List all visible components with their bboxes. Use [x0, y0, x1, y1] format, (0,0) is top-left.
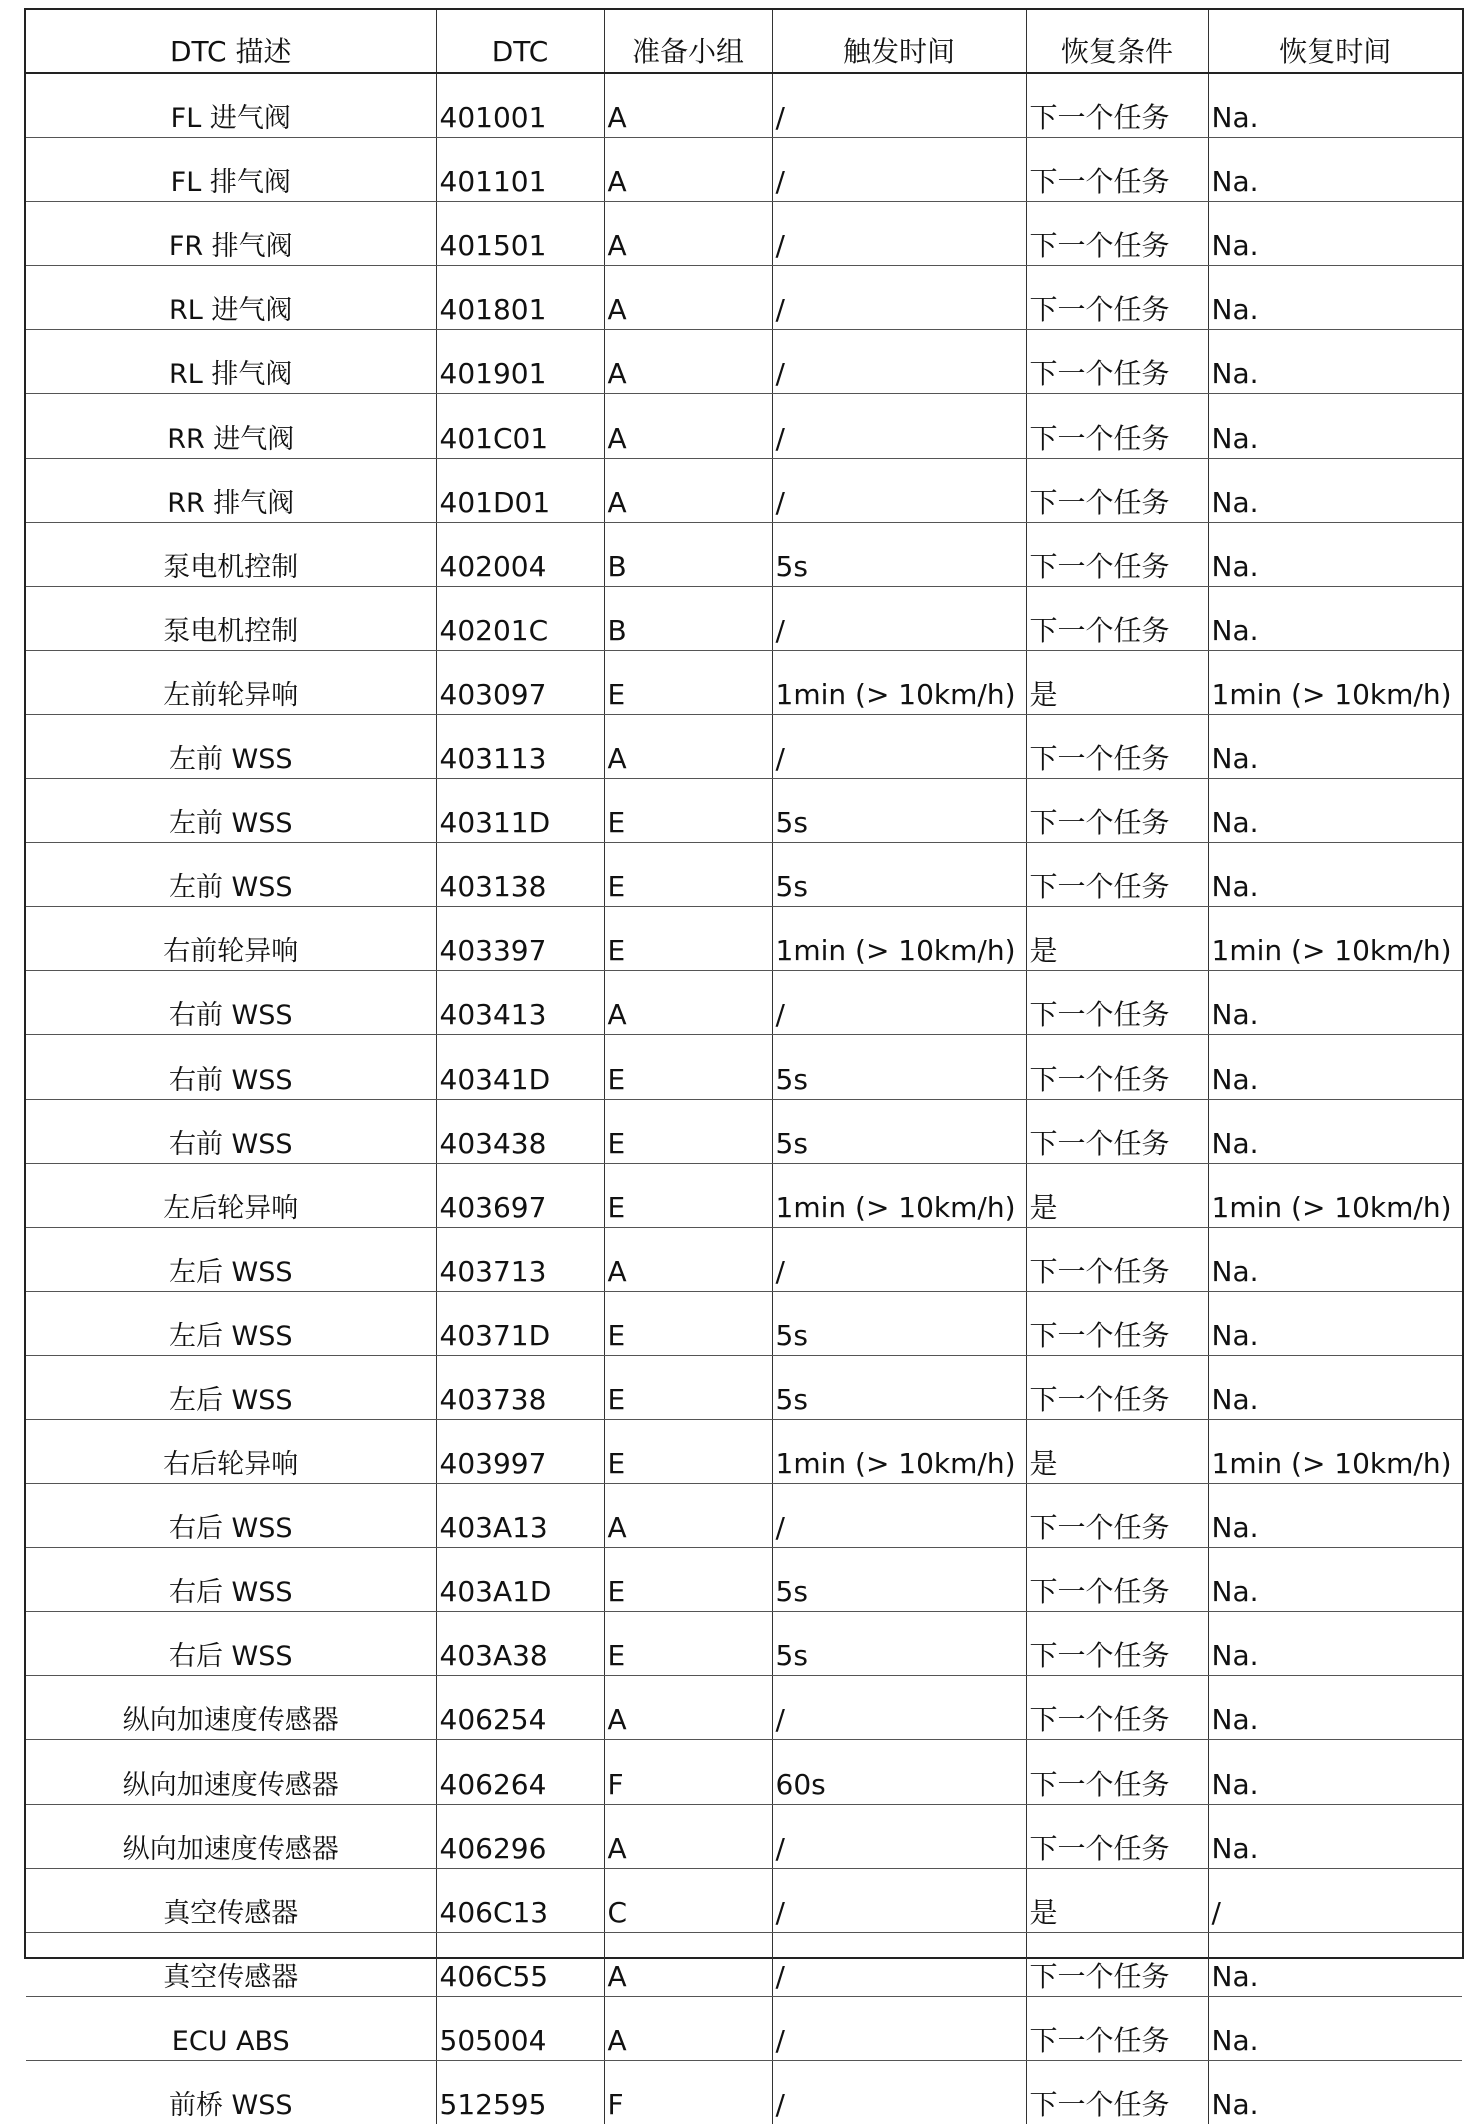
table-row — [26, 1291, 1462, 1355]
cell-recovery-condition: 是 — [1026, 907, 1208, 971]
cell-recovery-time: Na. — [1208, 394, 1462, 458]
cell-recovery-time: Na. — [1208, 1676, 1462, 1740]
cell-dtc-description: 左后轮异响 — [26, 1163, 436, 1227]
cell-dtc-code: 40311D — [436, 779, 604, 843]
header-dtc-description: DTC 描述 — [26, 10, 436, 73]
cell-trigger-time: / — [772, 73, 1026, 138]
table-row — [26, 330, 1462, 394]
cell-trigger-time: 1min (> 10km/h) — [772, 650, 1026, 714]
cell-dtc-code: 403138 — [436, 843, 604, 907]
cell-dtc-code: 406C13 — [436, 1868, 604, 1932]
cell-readiness-group: A — [604, 1676, 772, 1740]
cell-dtc-description: 左后 WSS — [26, 1227, 436, 1291]
cell-trigger-time: 1min (> 10km/h) — [772, 907, 1026, 971]
cell-recovery-condition: 下一个任务 — [1026, 73, 1208, 138]
cell-recovery-time: Na. — [1208, 1484, 1462, 1548]
cell-readiness-group: E — [604, 650, 772, 714]
cell-dtc-description: 右前 WSS — [26, 1099, 436, 1163]
cell-recovery-condition: 下一个任务 — [1026, 1612, 1208, 1676]
cell-recovery-condition: 下一个任务 — [1026, 1035, 1208, 1099]
cell-dtc-description: 右后轮异响 — [26, 1419, 436, 1483]
header-trigger-time: 触发时间 — [772, 10, 1026, 73]
cell-trigger-time: / — [772, 330, 1026, 394]
cell-dtc-description: 真空传感器 — [26, 1932, 436, 1996]
cell-trigger-time: 5s — [772, 1548, 1026, 1612]
cell-dtc-code: 40371D — [436, 1291, 604, 1355]
cell-dtc-code: 406C55 — [436, 1932, 604, 1996]
cell-dtc-code: 403738 — [436, 1355, 604, 1419]
cell-dtc-description: 纵向加速度传感器 — [26, 1676, 436, 1740]
cell-trigger-time: / — [772, 138, 1026, 202]
cell-recovery-condition: 下一个任务 — [1026, 1804, 1208, 1868]
cell-recovery-time: Na. — [1208, 714, 1462, 778]
cell-recovery-condition: 下一个任务 — [1026, 1099, 1208, 1163]
table-row — [26, 394, 1462, 458]
cell-dtc-description: 右后 WSS — [26, 1484, 436, 1548]
cell-trigger-time: / — [772, 1484, 1026, 1548]
cell-dtc-description: ECU ABS — [26, 1996, 436, 2060]
cell-trigger-time: / — [772, 971, 1026, 1035]
cell-readiness-group: E — [604, 907, 772, 971]
table-row — [26, 1355, 1462, 1419]
cell-dtc-description: 右前轮异响 — [26, 907, 436, 971]
cell-dtc-code: 403113 — [436, 714, 604, 778]
cell-recovery-condition: 是 — [1026, 650, 1208, 714]
cell-dtc-code: 403997 — [436, 1419, 604, 1483]
cell-readiness-group: E — [604, 779, 772, 843]
cell-recovery-condition: 下一个任务 — [1026, 714, 1208, 778]
cell-dtc-code: 406296 — [436, 1804, 604, 1868]
table-row — [26, 714, 1462, 778]
cell-dtc-code: 403097 — [436, 650, 604, 714]
cell-recovery-time: Na. — [1208, 971, 1462, 1035]
table-row — [26, 1419, 1462, 1483]
cell-readiness-group: B — [604, 522, 772, 586]
cell-recovery-condition: 下一个任务 — [1026, 1227, 1208, 1291]
cell-trigger-time: 5s — [772, 1612, 1026, 1676]
cell-readiness-group: A — [604, 1484, 772, 1548]
cell-recovery-time: Na. — [1208, 1996, 1462, 2060]
cell-recovery-condition: 下一个任务 — [1026, 971, 1208, 1035]
cell-recovery-condition: 下一个任务 — [1026, 1548, 1208, 1612]
cell-dtc-code: 401801 — [436, 266, 604, 330]
cell-readiness-group: E — [604, 1548, 772, 1612]
cell-recovery-time: Na. — [1208, 1355, 1462, 1419]
cell-dtc-code: 403397 — [436, 907, 604, 971]
cell-trigger-time: / — [772, 2060, 1026, 2124]
cell-dtc-code: 401101 — [436, 138, 604, 202]
cell-dtc-description: RR 进气阀 — [26, 394, 436, 458]
cell-recovery-condition: 是 — [1026, 1868, 1208, 1932]
cell-recovery-condition: 下一个任务 — [1026, 1996, 1208, 2060]
table-row — [26, 1163, 1462, 1227]
table-row — [26, 522, 1462, 586]
cell-recovery-condition: 下一个任务 — [1026, 266, 1208, 330]
cell-trigger-time: / — [772, 1932, 1026, 1996]
table-row — [26, 779, 1462, 843]
cell-recovery-time: Na. — [1208, 73, 1462, 138]
cell-dtc-code: 401501 — [436, 202, 604, 266]
cell-dtc-code: 402004 — [436, 522, 604, 586]
cell-recovery-condition: 下一个任务 — [1026, 1355, 1208, 1419]
table-row — [26, 1868, 1462, 1932]
cell-recovery-time: / — [1208, 1868, 1462, 1932]
cell-readiness-group: A — [604, 714, 772, 778]
table-row — [26, 1804, 1462, 1868]
cell-readiness-group: E — [604, 1612, 772, 1676]
cell-recovery-time: Na. — [1208, 138, 1462, 202]
table-row — [26, 1548, 1462, 1612]
cell-recovery-time: Na. — [1208, 1099, 1462, 1163]
cell-dtc-description: FL 排气阀 — [26, 138, 436, 202]
cell-recovery-time: Na. — [1208, 843, 1462, 907]
cell-readiness-group: A — [604, 458, 772, 522]
table-row — [26, 843, 1462, 907]
cell-readiness-group: A — [604, 394, 772, 458]
cell-recovery-time: Na. — [1208, 1932, 1462, 1996]
cell-trigger-time: 5s — [772, 1291, 1026, 1355]
cell-recovery-time: Na. — [1208, 1291, 1462, 1355]
cell-dtc-description: 纵向加速度传感器 — [26, 1804, 436, 1868]
cell-dtc-code: 406264 — [436, 1740, 604, 1804]
cell-trigger-time: / — [772, 714, 1026, 778]
header-dtc: DTC — [436, 10, 604, 73]
cell-dtc-description: 前桥 WSS — [26, 2060, 436, 2124]
cell-dtc-code: 406254 — [436, 1676, 604, 1740]
cell-trigger-time: 5s — [772, 522, 1026, 586]
cell-trigger-time: 5s — [772, 843, 1026, 907]
cell-readiness-group: E — [604, 1291, 772, 1355]
cell-recovery-condition: 下一个任务 — [1026, 779, 1208, 843]
table-row — [26, 73, 1462, 138]
cell-trigger-time: 5s — [772, 779, 1026, 843]
cell-dtc-code: 403A13 — [436, 1484, 604, 1548]
cell-recovery-time: 1min (> 10km/h) — [1208, 1163, 1462, 1227]
cell-dtc-code: 505004 — [436, 1996, 604, 2060]
cell-dtc-description: FR 排气阀 — [26, 202, 436, 266]
cell-dtc-description: 真空传感器 — [26, 1868, 436, 1932]
cell-dtc-code: 403713 — [436, 1227, 604, 1291]
cell-readiness-group: A — [604, 1227, 772, 1291]
cell-readiness-group: E — [604, 843, 772, 907]
cell-trigger-time: / — [772, 458, 1026, 522]
cell-recovery-time: Na. — [1208, 1740, 1462, 1804]
table-row — [26, 266, 1462, 330]
table-row — [26, 586, 1462, 650]
table-row — [26, 1740, 1462, 1804]
table-row — [26, 138, 1462, 202]
cell-recovery-condition: 是 — [1026, 1163, 1208, 1227]
cell-dtc-description: 左后 WSS — [26, 1355, 436, 1419]
cell-dtc-code: 403697 — [436, 1163, 604, 1227]
cell-trigger-time: / — [772, 1227, 1026, 1291]
table-row — [26, 2060, 1462, 2124]
table-row — [26, 1996, 1462, 2060]
cell-dtc-code: 512595 — [436, 2060, 604, 2124]
cell-recovery-condition: 下一个任务 — [1026, 330, 1208, 394]
cell-trigger-time: / — [772, 1676, 1026, 1740]
cell-dtc-code: 403A1D — [436, 1548, 604, 1612]
cell-recovery-condition: 下一个任务 — [1026, 2060, 1208, 2124]
cell-trigger-time: / — [772, 1868, 1026, 1932]
cell-recovery-time: 1min (> 10km/h) — [1208, 1419, 1462, 1483]
cell-readiness-group: E — [604, 1099, 772, 1163]
cell-dtc-description: 左前轮异响 — [26, 650, 436, 714]
cell-recovery-condition: 下一个任务 — [1026, 522, 1208, 586]
cell-dtc-code: 403438 — [436, 1099, 604, 1163]
cell-dtc-description: 右前 WSS — [26, 971, 436, 1035]
cell-recovery-time: Na. — [1208, 1804, 1462, 1868]
cell-dtc-code: 401C01 — [436, 394, 604, 458]
cell-dtc-description: 右后 WSS — [26, 1548, 436, 1612]
cell-dtc-description: 泵电机控制 — [26, 522, 436, 586]
cell-dtc-code: 401D01 — [436, 458, 604, 522]
table-header-row — [26, 10, 1462, 73]
cell-trigger-time: / — [772, 586, 1026, 650]
cell-recovery-condition: 下一个任务 — [1026, 458, 1208, 522]
cell-recovery-time: Na. — [1208, 1035, 1462, 1099]
cell-readiness-group: A — [604, 330, 772, 394]
cell-dtc-description: 纵向加速度传感器 — [26, 1740, 436, 1804]
cell-trigger-time: / — [772, 202, 1026, 266]
cell-recovery-condition: 下一个任务 — [1026, 1932, 1208, 1996]
cell-dtc-description: RL 排气阀 — [26, 330, 436, 394]
cell-dtc-description: 左前 WSS — [26, 779, 436, 843]
dtc-table-page — [24, 8, 1464, 2121]
cell-readiness-group: A — [604, 1996, 772, 2060]
cell-recovery-condition: 下一个任务 — [1026, 1740, 1208, 1804]
cell-recovery-condition: 下一个任务 — [1026, 394, 1208, 458]
cell-readiness-group: A — [604, 1932, 772, 1996]
table-body — [26, 73, 1462, 2124]
table-row — [26, 907, 1462, 971]
cell-dtc-description: 左前 WSS — [26, 714, 436, 778]
cell-trigger-time: 5s — [772, 1355, 1026, 1419]
cell-recovery-condition: 下一个任务 — [1026, 138, 1208, 202]
cell-dtc-description: RR 排气阀 — [26, 458, 436, 522]
cell-trigger-time: / — [772, 394, 1026, 458]
cell-recovery-time: Na. — [1208, 1548, 1462, 1612]
cell-readiness-group: E — [604, 1419, 772, 1483]
cell-dtc-code: 40341D — [436, 1035, 604, 1099]
cell-trigger-time: / — [772, 266, 1026, 330]
table-row — [26, 202, 1462, 266]
cell-dtc-description: 右前 WSS — [26, 1035, 436, 1099]
cell-readiness-group: A — [604, 138, 772, 202]
cell-readiness-group: A — [604, 1804, 772, 1868]
cell-trigger-time: 5s — [772, 1099, 1026, 1163]
cell-dtc-code: 401001 — [436, 73, 604, 138]
cell-readiness-group: C — [604, 1868, 772, 1932]
cell-dtc-description: FL 进气阀 — [26, 73, 436, 138]
table-row — [26, 1484, 1462, 1548]
table-row — [26, 1099, 1462, 1163]
cell-readiness-group: B — [604, 586, 772, 650]
cell-dtc-description: 左前 WSS — [26, 843, 436, 907]
cell-recovery-time: Na. — [1208, 266, 1462, 330]
cell-readiness-group: E — [604, 1035, 772, 1099]
table-row — [26, 1612, 1462, 1676]
cell-dtc-description: 泵电机控制 — [26, 586, 436, 650]
cell-recovery-condition: 下一个任务 — [1026, 586, 1208, 650]
cell-dtc-description: 左后 WSS — [26, 1291, 436, 1355]
cell-readiness-group: A — [604, 73, 772, 138]
header-recovery-time: 恢复时间 — [1208, 10, 1462, 73]
cell-readiness-group: A — [604, 202, 772, 266]
table-row — [26, 1227, 1462, 1291]
cell-dtc-code: 401901 — [436, 330, 604, 394]
cell-recovery-time: Na. — [1208, 330, 1462, 394]
table-row — [26, 458, 1462, 522]
cell-dtc-description: RL 进气阀 — [26, 266, 436, 330]
header-readiness-group: 准备小组 — [604, 10, 772, 73]
cell-trigger-time: / — [772, 1804, 1026, 1868]
dtc-table — [26, 10, 1462, 2124]
cell-recovery-time: Na. — [1208, 586, 1462, 650]
cell-recovery-time: Na. — [1208, 458, 1462, 522]
table-row — [26, 971, 1462, 1035]
cell-readiness-group: A — [604, 266, 772, 330]
cell-trigger-time: 60s — [772, 1740, 1026, 1804]
cell-dtc-code: 403A38 — [436, 1612, 604, 1676]
cell-readiness-group: E — [604, 1355, 772, 1419]
header-recovery-condition: 恢复条件 — [1026, 10, 1208, 73]
cell-recovery-time: Na. — [1208, 202, 1462, 266]
cell-readiness-group: E — [604, 1163, 772, 1227]
cell-trigger-time: 1min (> 10km/h) — [772, 1163, 1026, 1227]
cell-trigger-time: 5s — [772, 1035, 1026, 1099]
cell-recovery-condition: 下一个任务 — [1026, 843, 1208, 907]
cell-dtc-code: 403413 — [436, 971, 604, 1035]
cell-readiness-group: A — [604, 971, 772, 1035]
cell-readiness-group: F — [604, 2060, 772, 2124]
cell-trigger-time: / — [772, 1996, 1026, 2060]
cell-recovery-time: Na. — [1208, 1227, 1462, 1291]
cell-recovery-condition: 是 — [1026, 1419, 1208, 1483]
cell-recovery-condition: 下一个任务 — [1026, 1291, 1208, 1355]
cell-recovery-time: Na. — [1208, 522, 1462, 586]
cell-recovery-time: 1min (> 10km/h) — [1208, 650, 1462, 714]
cell-recovery-condition: 下一个任务 — [1026, 1484, 1208, 1548]
cell-recovery-condition: 下一个任务 — [1026, 1676, 1208, 1740]
cell-dtc-description: 右后 WSS — [26, 1612, 436, 1676]
cell-recovery-condition: 下一个任务 — [1026, 202, 1208, 266]
cell-dtc-code: 40201C — [436, 586, 604, 650]
cell-recovery-time: 1min (> 10km/h) — [1208, 907, 1462, 971]
table-row — [26, 1676, 1462, 1740]
cell-recovery-time: Na. — [1211, 2088, 1259, 2121]
table-row — [26, 650, 1462, 714]
cell-readiness-group: F — [604, 1740, 772, 1804]
table-row — [26, 1932, 1462, 1996]
table-row — [26, 1035, 1462, 1099]
cell-trigger-time: 1min (> 10km/h) — [772, 1419, 1026, 1483]
cell-recovery-time: Na. — [1208, 1612, 1462, 1676]
cell-recovery-time: Na. — [1208, 779, 1462, 843]
